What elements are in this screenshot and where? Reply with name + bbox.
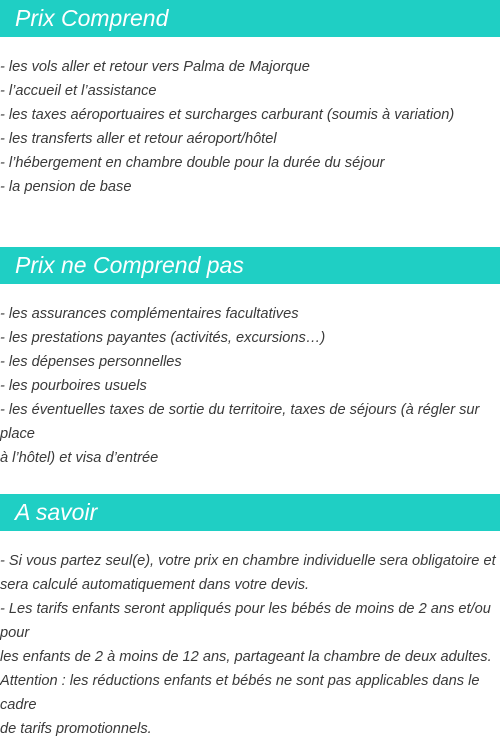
list-item: - la pension de base <box>0 179 132 195</box>
section-prix-comprend <box>0 0 500 199</box>
list-item: - l’hébergement en chambre double pour la durée du séjour <box>0 155 385 171</box>
list-item-continuation: à l’hôtel) et visa d’entrée <box>0 450 159 466</box>
list-item: - l’accueil et l’assistance <box>0 83 157 99</box>
paragraph-line: - Si vous partez seul(e), votre prix en chambre individuelle sera obligatoire et <box>0 553 496 569</box>
list-item: - les transferts aller et retour aéroport/hôtel <box>0 131 277 147</box>
paragraph-line: Attention : les réductions enfants et bébés ne sont pas applicables dans le cadre <box>0 673 480 713</box>
section-title: Prix ne Comprend pas <box>0 247 500 284</box>
section-body <box>0 284 500 470</box>
section-body <box>0 531 500 741</box>
list-item: - les pourboires usuels <box>0 378 147 394</box>
list-item: - les taxes aéroportuaires et surcharges carburant (soumis à variation) <box>0 107 455 123</box>
list-item: - les prestations payantes (activités, excursions…) <box>0 330 326 346</box>
list-item: - les éventuelles taxes de sortie du territoire, taxes de séjours (à régler sur place <box>0 402 480 442</box>
paragraph-line: - Les tarifs enfants seront appliqués pour les bébés de moins de 2 ans et/ou pour <box>0 601 491 641</box>
list-item: - les dépenses personnelles <box>0 354 182 370</box>
list-item: - les vols aller et retour vers Palma de Majorque <box>0 59 310 75</box>
section-body <box>0 37 500 199</box>
section-title: A savoir <box>0 494 500 531</box>
section-a-savoir <box>0 494 500 741</box>
section-title: Prix Comprend <box>0 0 500 37</box>
paragraph-line: sera calculé automatiquement dans votre devis. <box>0 577 310 593</box>
list-item: - les assurances complémentaires facultatives <box>0 306 299 322</box>
paragraph-line: de tarifs promotionnels. <box>0 721 152 737</box>
section-prix-ne-comprend-pas <box>0 247 500 470</box>
paragraph-line: les enfants de 2 à moins de 12 ans, partageant la chambre de deux adultes. <box>0 649 492 665</box>
